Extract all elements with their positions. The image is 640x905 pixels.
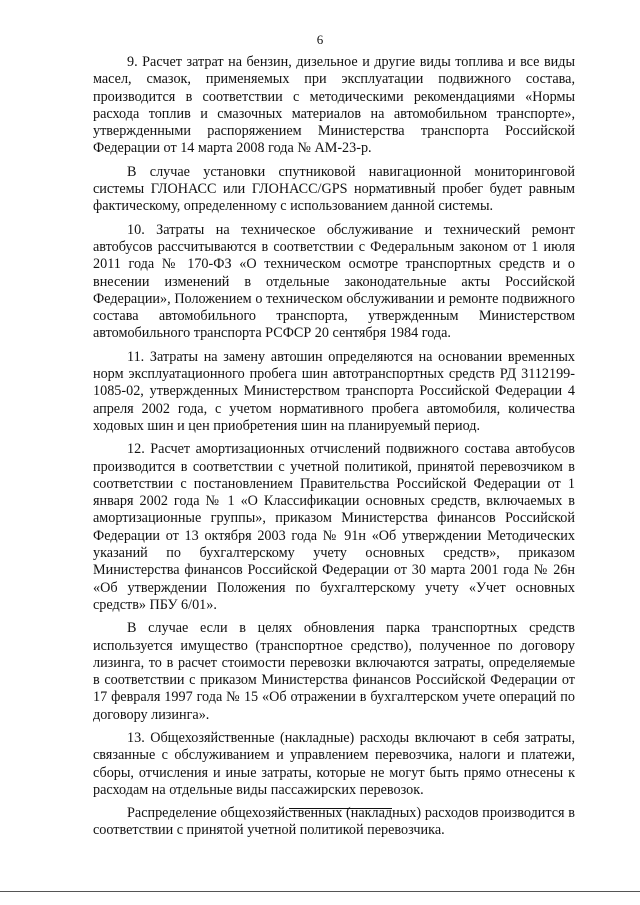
paragraph-12-depreciation: 12. Расчет амортизационных отчислений подвижного состава автобусов производится в соответствии с учетной политикой, принятой перевозчиком в соответствии с постановлением Правительства Российской Федерации от 1 января 2002 года № 1 «О Классификации основных средств, включаемых в амортизационные группы», приказом Министерства финансов Российской Федерации от 13 октября 2003 года № 91н «Об утверждении Методических указаний по бухгалтерскому учету основных средств», приказом Министерства финансов Российской Федерации от 30 марта 2001 года № 26н «Об утверждении Положения по бухгалтерскому учету «Учет основных средств» ПБУ 6/01».	[93, 441, 575, 613]
paragraph-11-tire-costs: 11. Затраты на замену автошин определяются на основании временных норм эксплуатационного пробега шин автотранспортных средств РД 3112199-1085-02, утвержденных Министерством транспорта Российской Федерации 4 апреля 2002 года, с учетом нормативного пробега автомобиля, количества ходовых шин и цен приобретения шин на планируемый период.	[93, 348, 575, 434]
end-separator-line	[289, 808, 392, 809]
paragraph-9-fuel-costs: 9. Расчет затрат на бензин, дизельное и другие виды топлива и все виды масел, смазок, применяемых при эксплуатации подвижного состава, производится в соответствии с методическими рекомендациями «Нормы расхода топлив и смазочных материалов на автомобильном транспорте», утвержденными распоряжением Министерства транспорта Российской Федерации от 14 марта 2008 года № АМ-23-р.	[93, 54, 575, 157]
paragraph-13-overhead: 13. Общехозяйственные (накладные) расходы включают в себя затраты, связанные с обслуживанием и управлением перевозчика, налоги и платежи, сборы, отчисления и иные затраты, которые не могут быть прямо отнесены к расходам на отдельные виды пассажирских перевозок.	[93, 729, 575, 798]
page-number: 6	[316, 32, 324, 47]
paragraph-glonass: В случае установки спутниковой навигационной мониторинговой системы ГЛОНАСС или ГЛОНАСС/GPS нормативный пробег будет равным фактическому, определенному с использованием данной системы.	[93, 163, 575, 215]
document-body	[93, 54, 575, 846]
paragraph-overhead-distribution: Распределение общехозяйственных (накладных) расходов производится в соответствии с принятой учетной политикой перевозчика.	[93, 805, 575, 839]
paragraph-10-maintenance-costs: 10. Затраты на техническое обслуживание и технический ремонт автобусов рассчитываются в соответствии с Федеральным законом от 1 июля 2011 года № 170-ФЗ «О техническом осмотре транспортных средств и о внесении изменений в отдельные законодательные акты Российской Федерации», Положением о техническом обслуживании и ремонте подвижного состава автомобильного транспорта, утвержденным Министерством автомобильного транспорта РСФСР 20 сентября 1984 года.	[93, 221, 575, 342]
paragraph-leasing: В случае если в целях обновления парка транспортных средств используется имущество (транспортное средство), полученное по договору лизинга, то в расчет стоимости перевозки включаются затраты, определяемые в соответствии с приказом Министерства финансов Российской Федерации от 17 февраля 1997 года № 15 «Об отражении в бухгалтерском учете операций по договору лизинга».	[93, 620, 575, 723]
page-bottom-edge	[0, 891, 640, 892]
